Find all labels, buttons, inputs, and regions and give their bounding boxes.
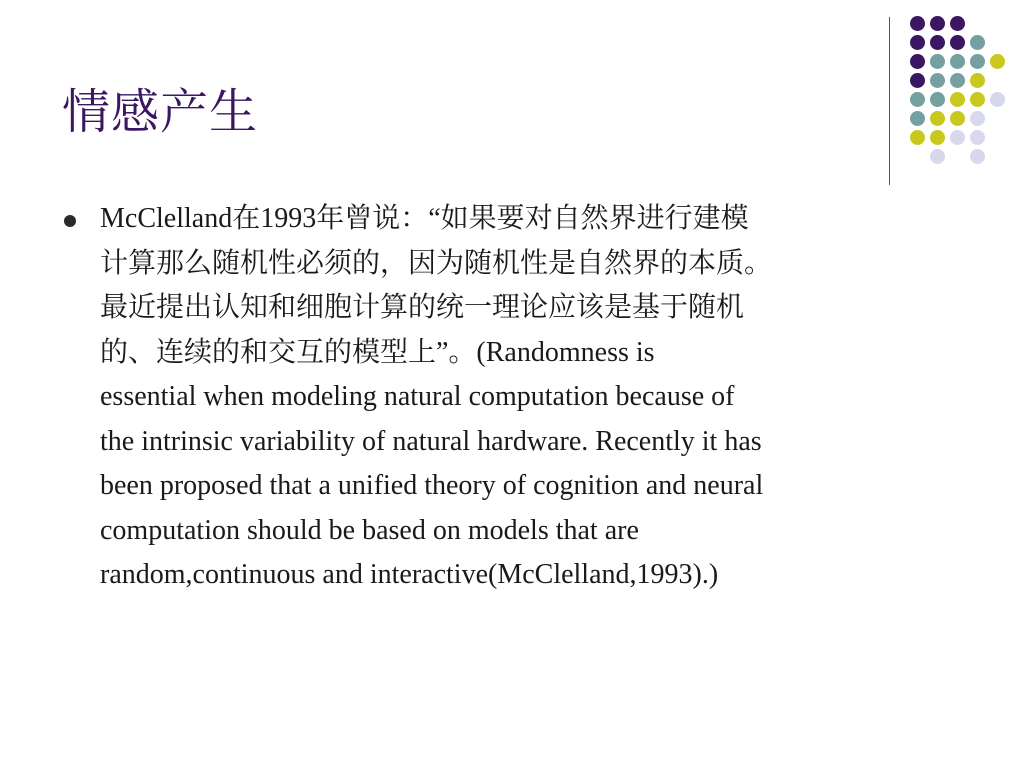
body-line: 计算那么随机性必须的，因为随机性是自然界的本质。 xyxy=(100,247,773,279)
ornament-dot xyxy=(990,54,1005,69)
ornament-dot xyxy=(950,16,965,31)
ornament-dot xyxy=(950,111,965,126)
body-line: 的、连续的和交互的模型上”。(Randomness is xyxy=(100,336,655,368)
ornament-dot xyxy=(910,73,925,88)
ornament-dot xyxy=(970,92,985,107)
ornament-dot xyxy=(950,92,965,107)
body-line: 最近提出认知和细胞计算的统一理论应该是基于随机 xyxy=(100,292,745,323)
body-line: random,continuous and interactive(McClelland,1993).) xyxy=(100,559,719,590)
ornament-dot xyxy=(950,73,965,88)
ornament-dot xyxy=(970,130,985,145)
ornament-dot xyxy=(910,16,925,31)
ornament-dot xyxy=(970,149,985,164)
ornament-dot xyxy=(910,35,925,50)
ornament-dot xyxy=(930,16,945,31)
ornament-dot xyxy=(930,92,945,107)
ornament-dot xyxy=(930,111,945,126)
title-divider xyxy=(889,17,890,185)
ornament-dot xyxy=(910,111,925,126)
ornament-dot xyxy=(910,130,925,145)
ornament-dot xyxy=(950,35,965,50)
body-line: been proposed that a unified theory of cognition and neural xyxy=(100,470,764,501)
ornament-dot xyxy=(910,54,925,69)
body-line: essential when modeling natural computation because of xyxy=(100,381,735,412)
ornament-dot xyxy=(910,92,925,107)
body-line: the intrinsic variability of natural hardware. Recently it has xyxy=(100,425,762,457)
ornament-dot xyxy=(970,35,985,50)
ornament-dot xyxy=(970,54,985,69)
ornament-dot xyxy=(950,54,965,69)
slide-title: 情感产生 xyxy=(62,84,259,140)
body-paragraph xyxy=(100,197,980,598)
ornament-dot xyxy=(990,92,1005,107)
ornament-dot xyxy=(930,35,945,50)
ornament-dot xyxy=(930,149,945,164)
body-line: McClelland在1993年曾说：“如果要对自然界进行建模 xyxy=(100,203,749,234)
ornament-dot xyxy=(970,111,985,126)
ornament-dot xyxy=(930,130,945,145)
body-line: computation should be based on models that are xyxy=(100,514,639,546)
ornament-dot xyxy=(930,73,945,88)
ornament-dot xyxy=(950,130,965,145)
ornament-dot xyxy=(970,73,985,88)
round-bullet-icon xyxy=(64,215,76,227)
ornament-dot xyxy=(930,54,945,69)
